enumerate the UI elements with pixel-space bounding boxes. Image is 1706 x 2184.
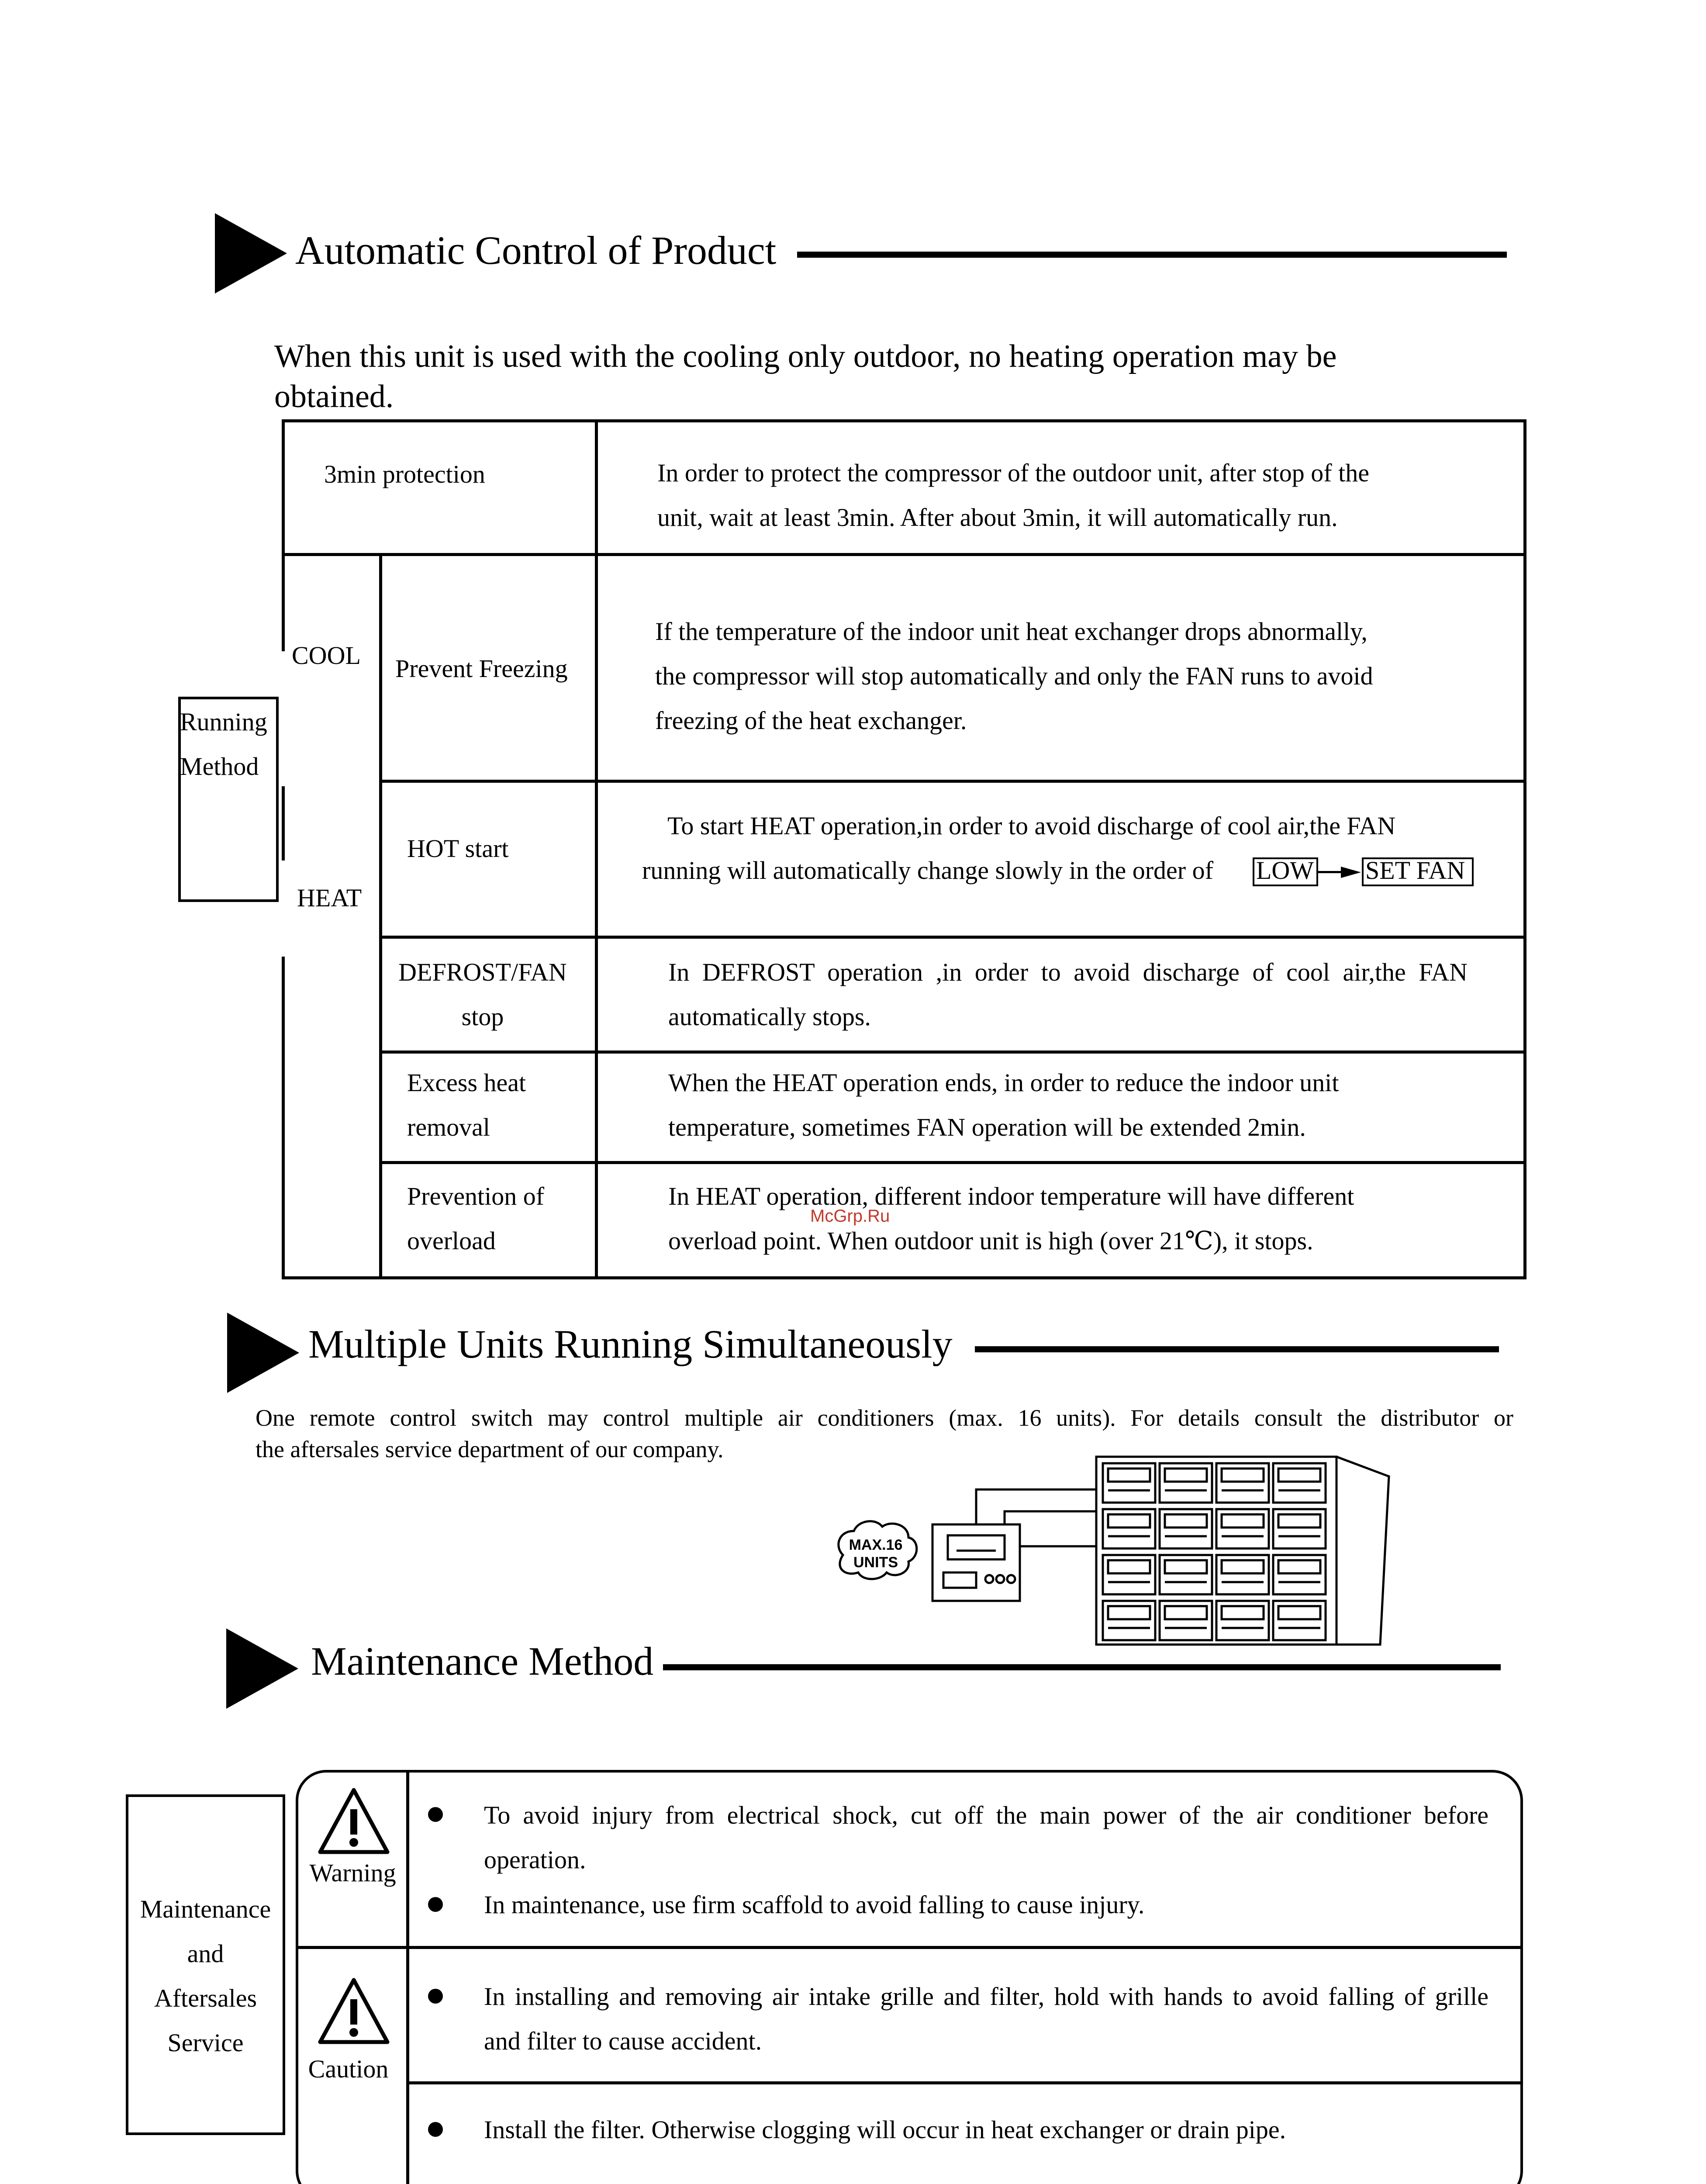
multiple-units-text: One remote control switch may control multiple air conditioners (max. 16 units). For details consult the distributor or the aftersales service department of our company. [256,1405,1513,1462]
indoor-unit-panel [1222,1514,1264,1527]
protection-label: 3min protection [324,460,485,488]
warning-item-2: In maintenance, use firm scaffold to avoid falling to cause injury. [484,1890,1145,1919]
indoor-unit-panel [1108,1469,1150,1482]
indoor-unit-panel [1278,1606,1320,1619]
section-rule [797,252,1507,258]
section-title-maintenance: Maintenance Method [311,1639,654,1683]
section-title-multiple-units: Multiple Units Running Simultaneously [308,1322,953,1366]
caution-label: Caution [308,2055,389,2083]
excess-heat-desc: When the HEAT operation ends, in order to reduce the indoor unit temperature, sometimes FAN operation will be extended 2min. [668,1068,1339,1141]
bullet-icon [428,2122,443,2137]
caution-icon [317,1977,391,2046]
bullet-icon [428,1897,443,1912]
fan-set-label: SET FAN [1365,856,1465,885]
indoor-unit-panel [1165,1606,1207,1619]
maintenance-table-divider [296,1946,1523,1949]
prevent-freezing-desc: If the temperature of the indoor unit heat exchanger drops abnormally, the compressor will stop automatically and only the FAN runs to avoid freezing of the heat exchanger. [655,617,1373,735]
maintenance-table-divider [406,1770,409,2184]
bullet-icon [428,1807,443,1822]
indoor-unit-panel [1108,1514,1150,1527]
indoor-unit-panel [1278,1469,1320,1482]
indoor-unit-panel [1222,1606,1264,1619]
cool-mode-label: COOL [292,641,361,670]
indoor-unit-panel [1222,1469,1264,1482]
indoor-unit-panel [1165,1469,1207,1482]
indoor-units-grid [1103,1463,1326,1640]
indoor-unit-panel [1278,1514,1320,1527]
defrost-desc: In DEFROST operation ,in order to avoid discharge of cool air,the FAN automatically stops. [668,958,1468,1031]
warning-label: Warning [309,1859,396,1887]
section-arrow-icon [227,1313,299,1393]
hot-start-label: HOT start [407,834,509,863]
warning-icon [317,1787,391,1856]
caution-item-2: Install the filter. Otherwise clogging will occur in heat exchanger or drain pipe. [484,2115,1286,2144]
protection-desc: In order to protect the compressor of the outdoor unit, after stop of the unit, wait at least 3min. After about 3min, it will automatically run. [657,459,1369,532]
max-units-badge-line1: MAX.16 [849,1537,903,1553]
multiple-units-diagram [825,1441,1402,1651]
section-rule [975,1346,1499,1352]
overload-desc: In HEAT operation, different indoor temperature will have different overload point. When outdoor unit is high (over 21℃), it stops. [668,1182,1354,1255]
hot-start-desc-line2: running will automatically change slowly in the order of [642,856,1213,885]
fan-arrow-line [1318,871,1344,873]
running-method-label: Running Method [180,708,267,781]
excess-heat-label: Excess heat removal [407,1068,526,1141]
maintenance-table-divider [406,2081,1523,2084]
maintenance-label: Maintenance and Aftersales Service [140,1895,271,2057]
indoor-unit-panel [1165,1514,1207,1527]
section-title-auto-control: Automatic Control of Product [295,228,777,273]
caution-item-1: In installing and removing air intake grille and filter, hold with hands to avoid falling of grille and filter to cause accident. [484,1982,1488,2055]
remote-controller [932,1524,1020,1601]
warning-item-1: To avoid injury from electrical shock, cut off the main power of the air conditioner before operation. [484,1801,1488,1874]
max-units-badge-line2: UNITS [853,1554,898,1571]
indoor-unit-panel [1222,1560,1264,1573]
indoor-unit-panel [1278,1560,1320,1573]
section-rule [663,1664,1501,1670]
control-wires [976,1489,1096,1546]
fan-arrow-icon [1341,867,1361,878]
indoor-unit-panel [1108,1606,1150,1619]
section-arrow-icon [215,213,287,294]
prevent-freezing-label: Prevent Freezing [395,654,568,683]
indoor-units-cabinet [1096,1457,1389,1645]
defrost-label: DEFROST/FAN stop [398,958,567,1031]
heat-mode-label: HEAT [297,884,362,912]
intro-text: When this unit is used with the cooling only outdoor, no heating operation may be obtained. [274,339,1337,415]
section-arrow-icon [226,1628,298,1709]
indoor-unit-panel [1165,1560,1207,1573]
fan-low-label: LOW [1256,856,1314,885]
bullet-icon [428,1989,443,2004]
indoor-unit-panel [1108,1560,1150,1573]
overload-label: Prevention of overload [407,1182,545,1255]
watermark: McGrp.Ru [810,1206,890,1226]
hot-start-desc-line1: To start HEAT operation,in order to avoid discharge of cool air,the FAN [667,812,1396,840]
